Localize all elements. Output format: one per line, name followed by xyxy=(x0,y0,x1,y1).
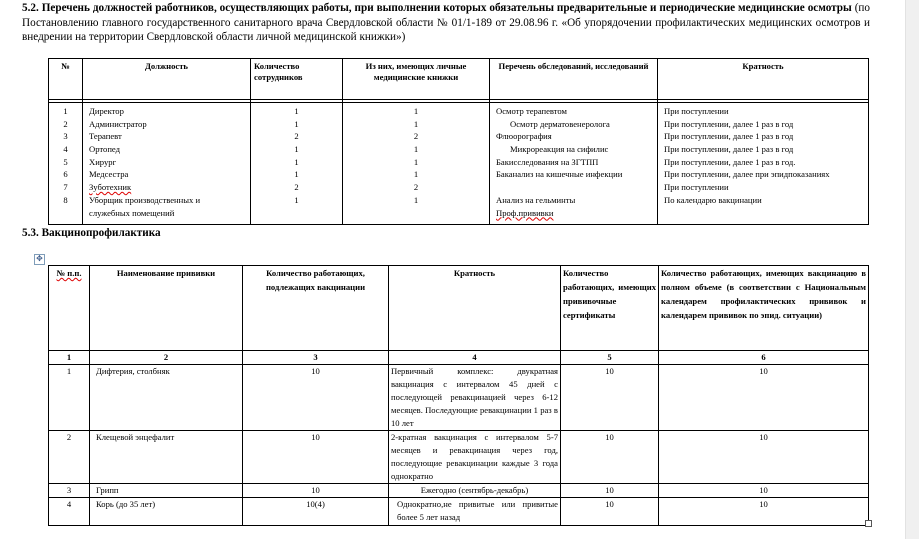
cell-frequency: При поступлении, далее 1 раз в год xyxy=(664,118,794,129)
cell-count: 1 xyxy=(294,106,299,116)
cell-exam: Микрореакция на сифилис xyxy=(510,144,609,155)
cell-frequency: Первичный комплекс: двукратная вакцинация с интервалом 45 дней с последующей ревакцинацией через 6-12 месяцев. Последующие ревакцинации 1 раз в 10 лет xyxy=(389,365,561,431)
header-vaccine: Наименование прививки xyxy=(90,266,243,351)
cell-frequency: При поступлении, далее 1 раз в год xyxy=(664,131,794,142)
exams-column xyxy=(490,103,658,225)
cell-position: Директор xyxy=(89,106,124,116)
cell-certs: 10 xyxy=(561,365,659,431)
cell-vaccine: Дифтерия, столбняк xyxy=(90,365,243,431)
col-number: 6 xyxy=(659,351,869,365)
cell-count: 1 xyxy=(294,194,299,205)
cell-with-books: 1 xyxy=(413,169,419,180)
cell-count: 1 xyxy=(294,156,299,167)
header-frequency: Кратность xyxy=(389,266,561,351)
header-num: № xyxy=(49,59,83,100)
cell-full: 10 xyxy=(659,484,869,498)
cell-with-books: 1 xyxy=(413,144,419,155)
cell-frequency: При поступлении xyxy=(664,106,729,116)
table-body-row xyxy=(49,103,869,225)
col-number: 5 xyxy=(561,351,659,365)
table-resize-handle-icon[interactable] xyxy=(865,520,872,527)
cell-position: Администратор xyxy=(89,118,147,129)
cell-frequency: По календарю вакцинации xyxy=(664,194,762,205)
cell-frequency: При поступлении, далее 1 раз в год xyxy=(664,144,794,155)
cell-frequency: Однократно,не привитые или привитые более 5 лет назад xyxy=(389,498,561,526)
table-header-row xyxy=(49,59,869,100)
cell-count: 2 xyxy=(294,182,299,193)
cell-position: Медсестра xyxy=(89,169,129,180)
section-5-2-title: 5.2. Перечень должностей работников, осуществляющих работы, при выполнении которых обязательны предварительные и периодические медицинские осмотры xyxy=(22,2,852,14)
cell-exam: Осмотр терапевтом xyxy=(496,106,567,116)
cell-position: Хирург xyxy=(89,156,117,167)
cell-subject: 10 xyxy=(243,431,389,484)
section-5-3-title: 5.3. Вакцинопрофилактика xyxy=(22,227,161,239)
header-exams: Перечень обследований, исследований xyxy=(490,59,658,100)
cell-with-books: 1 xyxy=(413,156,419,167)
cell-exam xyxy=(496,181,654,194)
header-frequency: Кратность xyxy=(658,59,869,100)
table-row xyxy=(49,365,869,431)
cell-subject: 10 xyxy=(243,365,389,431)
cell-exam: Баканализ на кишечные инфекции xyxy=(496,169,623,180)
cell-full: 10 xyxy=(659,498,869,526)
cell-position: Ортопед xyxy=(89,144,121,155)
cell-count: 1 xyxy=(294,169,299,180)
cell-with-books: 1 xyxy=(413,194,419,205)
cell-vaccine: Корь (до 35 лет) xyxy=(90,498,243,526)
cell-num: 3 xyxy=(63,131,68,142)
cell-frequency: Ежегодно (сентябрь-декабрь) xyxy=(389,484,561,498)
cell-num: 6 xyxy=(63,169,68,180)
cell-with-books: 2 xyxy=(413,131,419,142)
cell-full: 10 xyxy=(659,431,869,484)
cell-with-books: 1 xyxy=(413,106,419,116)
table-row xyxy=(49,484,869,498)
table-header-row xyxy=(49,266,869,351)
cell-num: 4 xyxy=(49,498,90,526)
cell-num: 3 xyxy=(49,484,90,498)
table-row xyxy=(49,498,869,526)
frequency-column xyxy=(658,103,869,225)
cell-with-books: 1 xyxy=(413,118,419,129)
col-number: 3 xyxy=(243,351,389,365)
cell-certs: 10 xyxy=(561,431,659,484)
cell-exam: Осмотр дерматовенеролога xyxy=(510,118,610,129)
cell-count: 1 xyxy=(294,118,299,129)
cell-exam: Бакисследования на ЗГТПП xyxy=(496,156,599,167)
medical-exams-table xyxy=(48,58,869,225)
cell-subject: 10(4) xyxy=(243,498,389,526)
vaccination-table xyxy=(48,265,869,526)
cell-num: 8 xyxy=(63,194,68,205)
col-number: 2 xyxy=(90,351,243,365)
cell-full: 10 xyxy=(659,365,869,431)
cell-vaccine: Клещевой энцефалит xyxy=(90,431,243,484)
header-full: Количество работающих, имеющих вакцинацию в полном объеме (в соответствии с Национальным календарем профилактических прививок и календарем прививок по эпид. ситуации) xyxy=(659,266,869,351)
col-number: 4 xyxy=(389,351,561,365)
vertical-scrollbar[interactable] xyxy=(905,0,919,539)
cell-position: Зуботехник xyxy=(89,182,132,193)
cell-frequency: При поступлении, далее при эпидпоказаниях xyxy=(664,169,830,180)
cell-exam: Флюорография xyxy=(496,131,552,142)
cell-position: Уборщик производственных и служебных помещений xyxy=(89,194,201,218)
num-column xyxy=(49,103,83,225)
cell-with-books: 2 xyxy=(413,182,419,193)
cell-frequency: 2-кратная вакцинация с интервалом 5-7 месяцев и ревакцинация через год, последующие ревакцинации каждые 3 года однократно xyxy=(389,431,561,484)
cell-num: 2 xyxy=(63,118,68,129)
section-5-2-heading xyxy=(22,1,870,45)
cell-num: 1 xyxy=(63,106,68,116)
cell-frequency: При поступлении, далее 1 раз в год. xyxy=(664,156,796,167)
cell-certs: 10 xyxy=(561,484,659,498)
cell-subject: 10 xyxy=(243,484,389,498)
header-with-books: Из них, имеющих личные медицинские книжки xyxy=(343,59,490,100)
cell-certs: 10 xyxy=(561,498,659,526)
header-count: Количество сотрудников xyxy=(251,59,343,100)
cell-exam: Проф.прививки xyxy=(496,207,554,218)
position-column xyxy=(83,103,251,225)
cell-position: Терапевт xyxy=(89,131,122,142)
cell-num: 1 xyxy=(49,365,90,431)
cell-num: 5 xyxy=(63,156,68,167)
cell-frequency: При поступлении xyxy=(664,182,729,193)
cell-count: 2 xyxy=(294,131,299,142)
header-num: № п.п. xyxy=(49,266,90,351)
column-numbers-row xyxy=(49,351,869,365)
cell-exam: Анализ на гельминты xyxy=(496,194,576,205)
header-position: Должность xyxy=(83,59,251,100)
count-column xyxy=(251,103,343,225)
section-5-2-subtitle: (по Постановлению главного государственного санитарного врача Свердловской области № 01/1-189 от 29.08.96 г. «Об упорядочении профилактических медицинских осмотров и внедрении на территории Свердловской области личной медицинской книжки») xyxy=(22,2,871,43)
header-subject: Количество работающих, подлежащих вакцинации xyxy=(243,266,389,351)
cell-num: 7 xyxy=(63,182,68,193)
cell-num: 4 xyxy=(63,144,68,155)
cell-vaccine: Грипп xyxy=(90,484,243,498)
with-books-column xyxy=(343,103,490,225)
cell-num: 2 xyxy=(49,431,90,484)
table-move-handle-icon[interactable]: ✥ xyxy=(34,254,45,265)
cell-count: 1 xyxy=(294,144,299,155)
col-number: 1 xyxy=(49,351,90,365)
header-certs: Количество работающих, имеющих прививочные сертификаты xyxy=(561,266,659,351)
table-row xyxy=(49,431,869,484)
